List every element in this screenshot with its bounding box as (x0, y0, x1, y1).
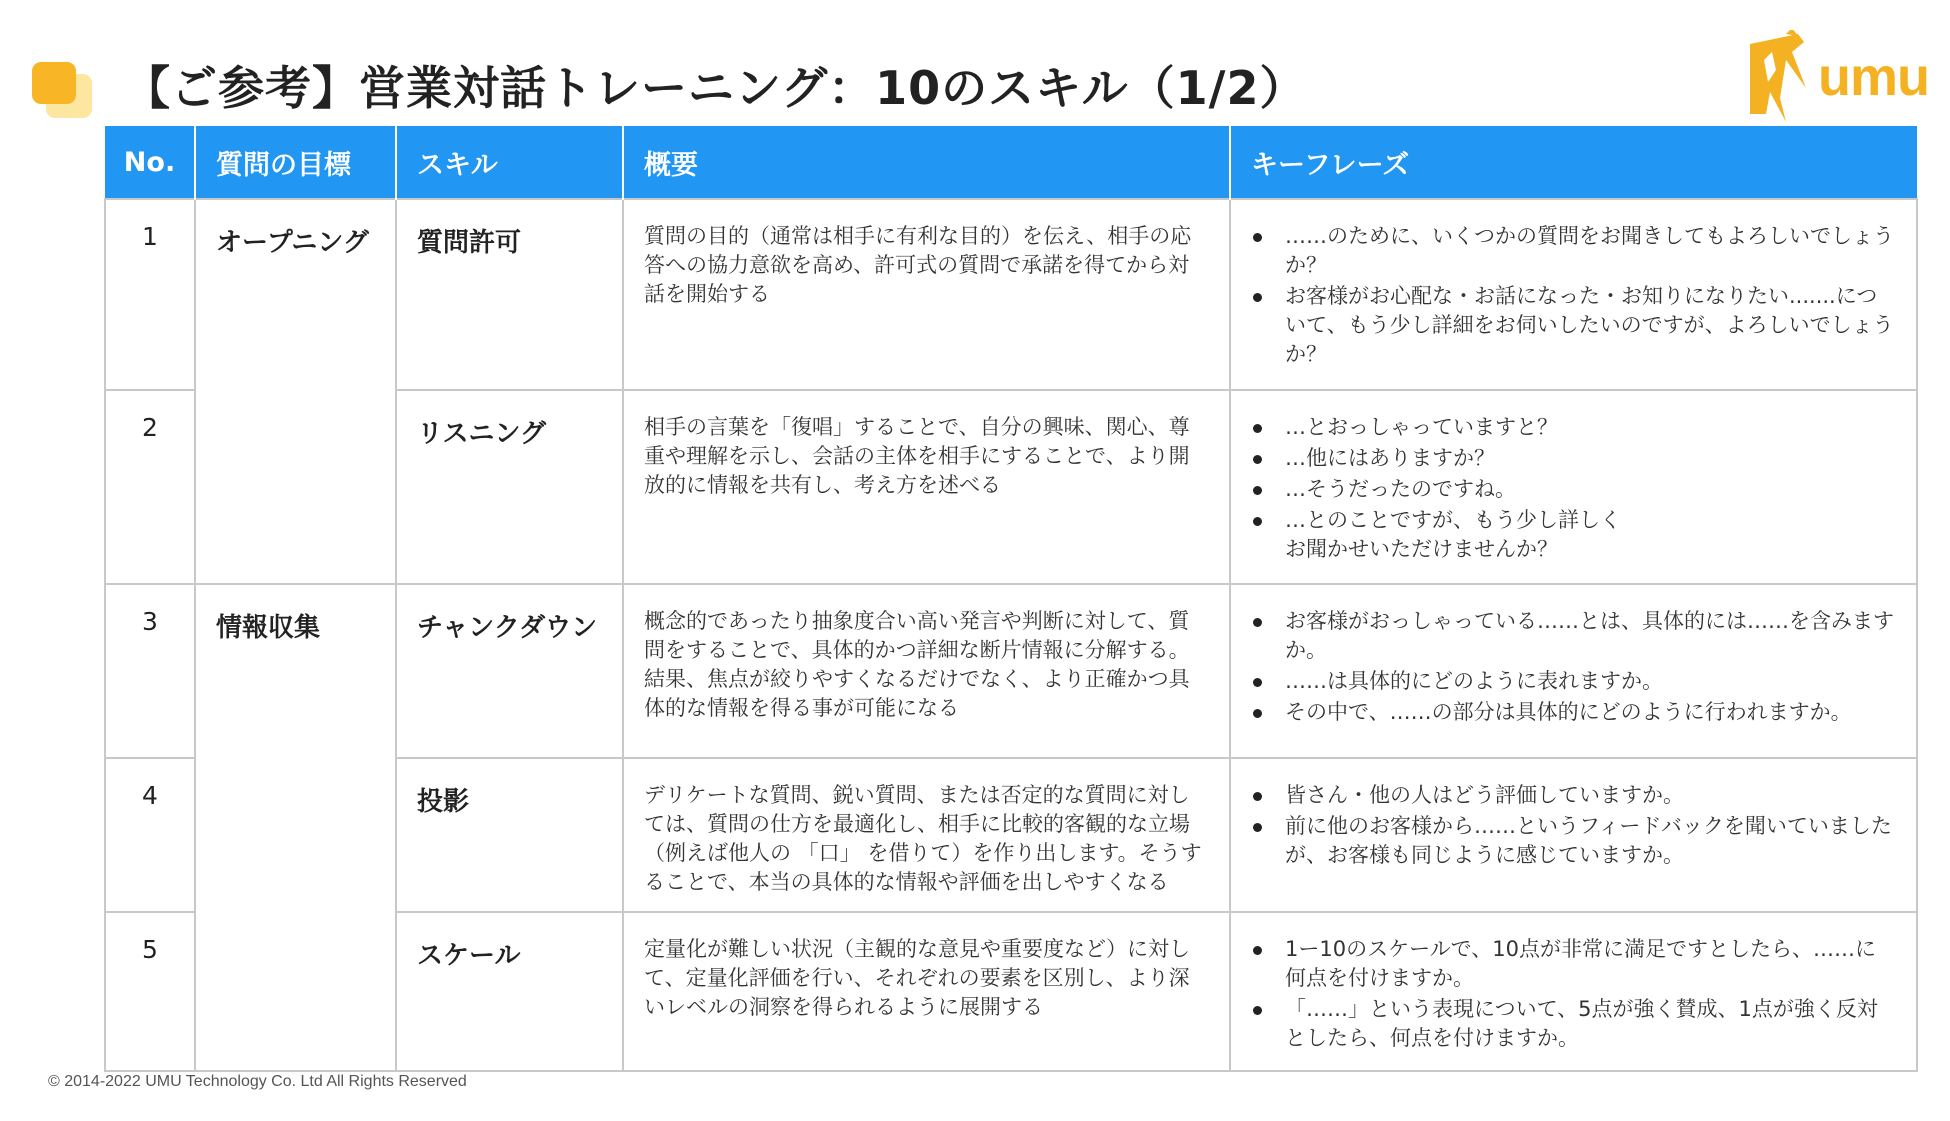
goal-cell: オープニング (195, 199, 396, 584)
row-number: 3 (105, 584, 195, 758)
umu-logo (1746, 30, 1929, 122)
header-skill: スキル (396, 126, 623, 199)
key-phrase-item: …とおっしゃっていますと？ (1251, 413, 1896, 442)
header-goal: 質問の目標 (195, 126, 396, 199)
skill-name: スケール (396, 912, 623, 1071)
key-phrase-item: …そうだったのですね。 (1251, 475, 1896, 504)
key-phrase-list (1251, 607, 1896, 727)
key-phrase-item: …他にはありますか？ (1251, 444, 1896, 473)
key-phrase-item: ……のために、いくつかの質問をお聞きしてもよろしいでしょうか？ (1251, 222, 1896, 280)
header-key-phrases: キーフレーズ (1230, 126, 1917, 199)
header-no: No. (105, 126, 195, 199)
table-row (105, 199, 1917, 390)
key-phrases-cell (1230, 199, 1917, 390)
title-bullet-decoration (32, 62, 92, 118)
key-phrases-cell (1230, 758, 1917, 912)
copyright-footer: © 2014-2022 UMU Technology Co. Ltd All Rights Reserved (48, 1073, 467, 1090)
skill-summary: 質問の目的（通常は相手に有利な目的）を伝え、相手の応答への協力意欲を高め、許可式の質問で承諾を得てから対話を開始する (623, 199, 1230, 390)
key-phrase-list (1251, 413, 1896, 564)
umu-logo-text: umu (1818, 47, 1929, 107)
row-number: 2 (105, 390, 195, 584)
skill-summary: 相手の言葉を「復唱」することで、自分の興味、関心、尊重や理解を示し、会話の主体を相手にすることで、より開放的に情報を共有し、考え方を述べる (623, 390, 1230, 584)
skill-summary: 概念的であったり抽象度合い高い発言や判断に対して、質問をすることで、具体的かつ詳細な断片情報に分解する。結果、焦点が絞りやすくなるだけでなく、より正確かつ具体的な情報を得る事が可能になる (623, 584, 1230, 758)
key-phrases-cell (1230, 390, 1917, 584)
row-number: 4 (105, 758, 195, 912)
skill-name: 質問許可 (396, 199, 623, 390)
key-phrase-item: 1ー10のスケールで、10点が非常に満足ですとしたら、……に何点を付けますか。 (1251, 935, 1896, 993)
table-header-row (105, 126, 1917, 199)
header-summary: 概要 (623, 126, 1230, 199)
table-row (105, 584, 1917, 758)
key-phrase-list (1251, 222, 1896, 369)
key-phrase-item: …とのことですが、もう少し詳しく お聞かせいただけませんか？ (1251, 506, 1896, 564)
key-phrases-cell (1230, 584, 1917, 758)
key-phrase-list (1251, 935, 1896, 1053)
key-phrase-item: 「……」という表現について、5点が強く賛成、1点が強く反対としたら、何点を付けますか。 (1251, 995, 1896, 1053)
umu-logo-mark-icon (1746, 30, 1818, 122)
key-phrase-item: ……は具体的にどのように表れますか。 (1251, 667, 1896, 696)
key-phrase-item: お客様がおっしゃっている……とは、具体的には……を含みますか。 (1251, 607, 1896, 665)
skills-table (104, 126, 1918, 1072)
key-phrases-cell (1230, 912, 1917, 1071)
skill-summary: デリケートな質問、鋭い質問、または否定的な質問に対しては、質問の仕方を最適化し、相手に比較的客観的な立場（例えば他人の 「口」 を借りて）を作り出します。そうすることで、本当の具体的な情報や評価を出しやすくなる (623, 758, 1230, 912)
page-title: 【ご参考】営業対話トレーニング：10のスキル（1/2） (124, 61, 1307, 115)
key-phrase-item: お客様がお心配な・お話になった・お知りになりたい.......について、もう少し詳細をお伺いしたいのですが、よろしいでしょうか？ (1251, 282, 1896, 369)
key-phrase-item: その中で、……の部分は具体的にどのように行われますか。 (1251, 698, 1896, 727)
skill-name: チャンクダウン (396, 584, 623, 758)
row-number: 1 (105, 199, 195, 390)
key-phrase-list (1251, 781, 1896, 870)
skill-name: 投影 (396, 758, 623, 912)
row-number: 5 (105, 912, 195, 1071)
key-phrase-item: 皆さん・他の人はどう評価していますか。 (1251, 781, 1896, 810)
skill-name: リスニング (396, 390, 623, 584)
key-phrase-item: 前に他のお客様から……というフィードバックを聞いていましたが、お客様も同じように感じていますか。 (1251, 812, 1896, 870)
skill-summary: 定量化が難しい状況（主観的な意見や重要度など）に対して、定量化評価を行い、それぞれの要素を区別し、より深いレベルの洞察を得られるように展開する (623, 912, 1230, 1071)
goal-cell: 情報収集 (195, 584, 396, 1071)
